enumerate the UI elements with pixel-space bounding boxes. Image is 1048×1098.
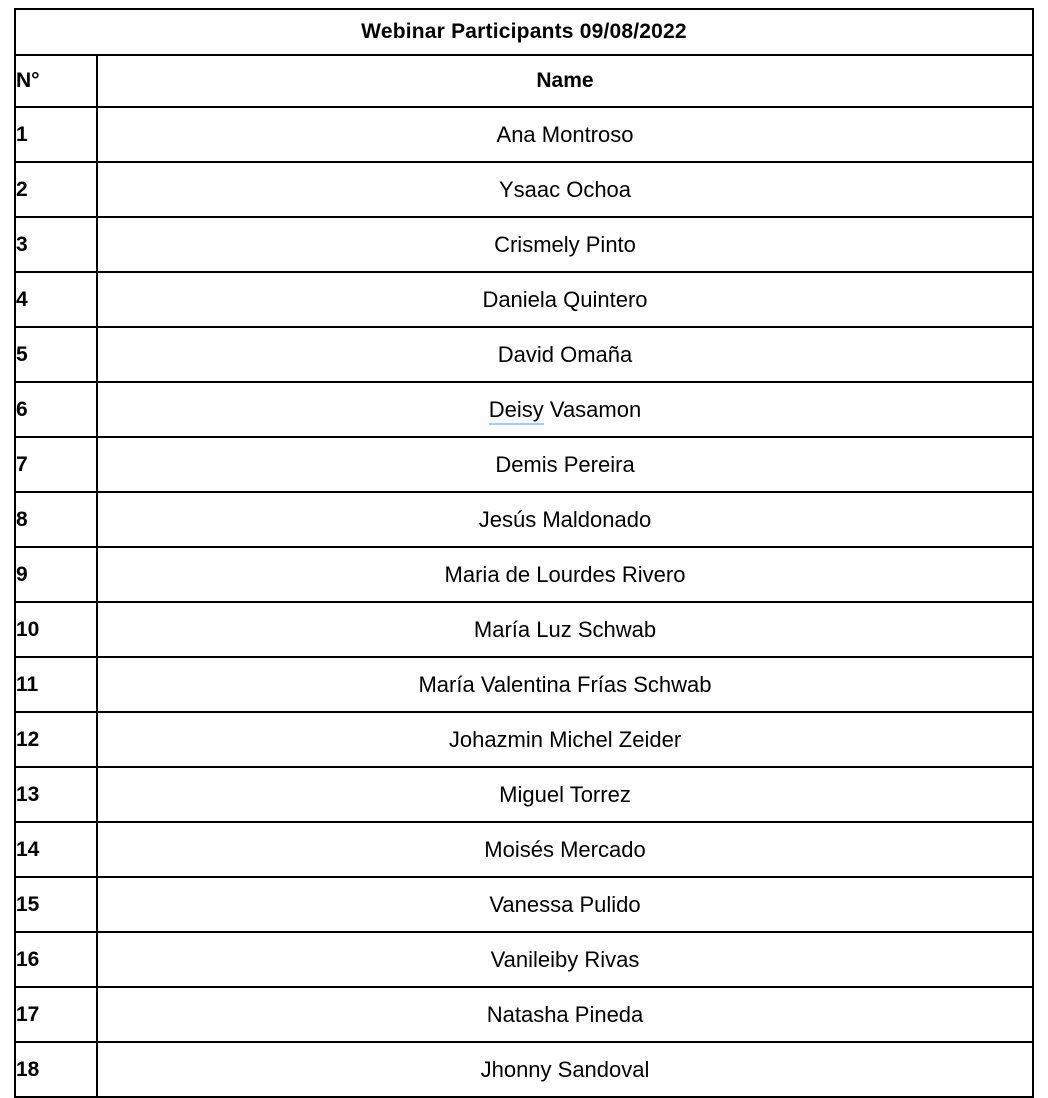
participant-name: Moisés Mercado <box>97 822 1033 877</box>
table-header-row <box>15 55 1033 107</box>
row-number: 9 <box>15 547 97 602</box>
table-row <box>15 437 1033 492</box>
row-number: 6 <box>15 382 97 437</box>
column-header-number: N° <box>15 55 97 107</box>
row-number: 8 <box>15 492 97 547</box>
row-number: 12 <box>15 712 97 767</box>
table-row <box>15 107 1033 162</box>
table-row <box>15 272 1033 327</box>
spellcheck-underlined-word: Deisy <box>489 397 544 425</box>
row-number: 16 <box>15 932 97 987</box>
participant-name: Daniela Quintero <box>97 272 1033 327</box>
row-number: 10 <box>15 602 97 657</box>
row-number: 13 <box>15 767 97 822</box>
table-row <box>15 657 1033 712</box>
row-number: 18 <box>15 1042 97 1097</box>
participant-name <box>97 382 1033 437</box>
row-number: 14 <box>15 822 97 877</box>
participant-name: Ana Montroso <box>97 107 1033 162</box>
participant-name: Miguel Torrez <box>97 767 1033 822</box>
row-number: 7 <box>15 437 97 492</box>
table-row <box>15 217 1033 272</box>
table-row <box>15 932 1033 987</box>
participant-name: David Omaña <box>97 327 1033 382</box>
column-header-name: Name <box>97 55 1033 107</box>
row-number: 3 <box>15 217 97 272</box>
participant-name: Jhonny Sandoval <box>97 1042 1033 1097</box>
table-row <box>15 162 1033 217</box>
row-number: 15 <box>15 877 97 932</box>
table-body <box>15 9 1033 1097</box>
participant-name: Natasha Pineda <box>97 987 1033 1042</box>
row-number: 5 <box>15 327 97 382</box>
row-number: 11 <box>15 657 97 712</box>
participant-name: Jesús Maldonado <box>97 492 1033 547</box>
table-row <box>15 767 1033 822</box>
participant-name: Vanileiby Rivas <box>97 932 1033 987</box>
table-row <box>15 877 1033 932</box>
participant-name: María Luz Schwab <box>97 602 1033 657</box>
row-number: 2 <box>15 162 97 217</box>
table-row <box>15 712 1033 767</box>
participant-name: Demis Pereira <box>97 437 1033 492</box>
table-row <box>15 327 1033 382</box>
table-row <box>15 1042 1033 1097</box>
row-number: 1 <box>15 107 97 162</box>
participant-name: Vanessa Pulido <box>97 877 1033 932</box>
table-row <box>15 547 1033 602</box>
participant-name-rest: Vasamon <box>543 396 642 422</box>
table-row <box>15 602 1033 657</box>
participants-table <box>14 8 1034 1098</box>
document-title: Webinar Participants 09/08/2022 <box>15 9 1033 55</box>
table-row <box>15 492 1033 547</box>
table-row <box>15 987 1033 1042</box>
participant-name: Ysaac Ochoa <box>97 162 1033 217</box>
participant-name: Crismely Pinto <box>97 217 1033 272</box>
row-number: 4 <box>15 272 97 327</box>
participants-table-container <box>14 8 1034 1098</box>
participant-name: María Valentina Frías Schwab <box>97 657 1033 712</box>
table-title-row <box>15 9 1033 55</box>
row-number: 17 <box>15 987 97 1042</box>
participant-name: Maria de Lourdes Rivero <box>97 547 1033 602</box>
table-row <box>15 822 1033 877</box>
table-row <box>15 382 1033 437</box>
participant-name: Johazmin Michel Zeider <box>97 712 1033 767</box>
